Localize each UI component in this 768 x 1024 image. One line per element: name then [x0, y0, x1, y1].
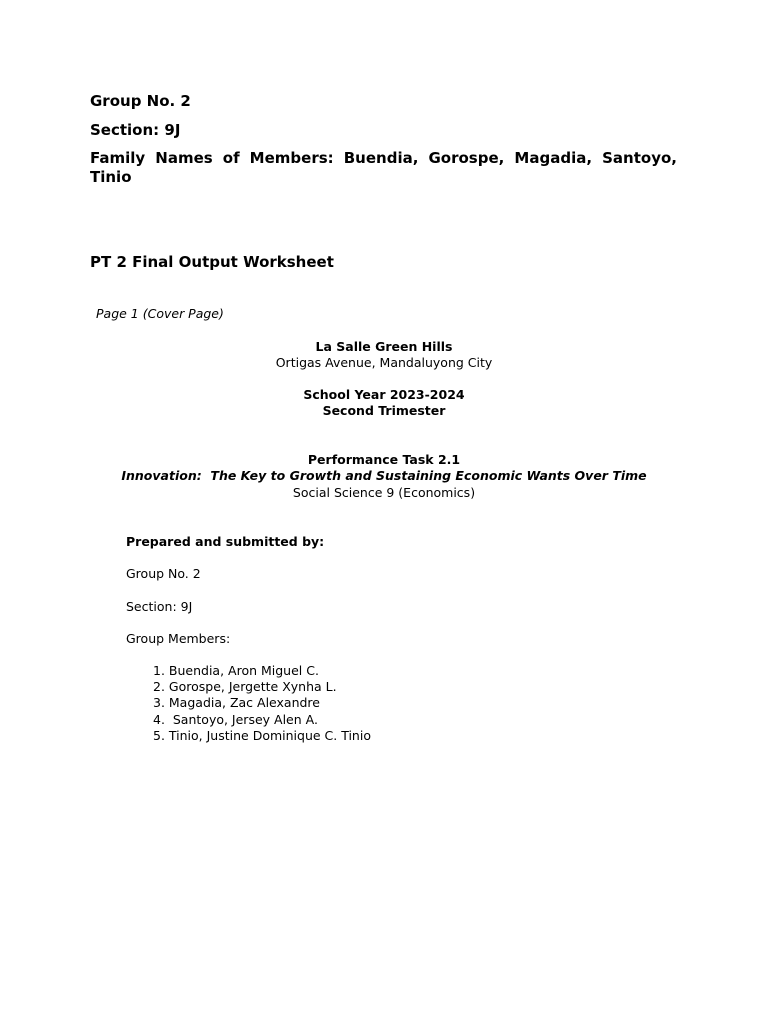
cover-section: Section: 9J — [126, 599, 193, 614]
prepared-by-label: Prepared and submitted by: — [126, 534, 325, 549]
group-members-label: Group Members: — [126, 631, 231, 646]
member-item: 2. Gorospe, Jergette Xynha L. — [153, 679, 337, 695]
member-item: 3. Magadia, Zac Alexandre — [153, 695, 320, 711]
trimester: Second Trimester — [322, 403, 446, 418]
school-year: School Year 2023-2024 — [303, 387, 465, 402]
member-item: 1. Buendia, Aron Miguel C. — [153, 663, 319, 678]
subject-name: Social Science 9 (Economics) — [292, 485, 476, 500]
member-item: 5. Tinio, Justine Dominique C. Tinio — [153, 727, 371, 743]
worksheet-title: PT 2 Final Output Worksheet — [90, 253, 334, 271]
school-name: La Salle Green Hills — [315, 339, 453, 354]
member-item: 4. Santoyo, Jersey Alen A. — [153, 711, 318, 727]
cover-group-number: Group No. 2 — [126, 566, 201, 581]
section-heading: Section: 9J — [90, 121, 181, 139]
cover-page-label: Page 1 (Cover Page) — [96, 306, 224, 321]
task-title: Performance Task 2.1 — [307, 452, 461, 467]
group-number-heading: Group No. 2 — [90, 92, 191, 110]
school-address: Ortigas Avenue, Mandaluyong City — [275, 355, 493, 370]
member-list — [153, 663, 371, 744]
task-subtitle: Innovation: The Key to Growth and Sustaining Economic Wants Over Time — [121, 468, 647, 483]
family-names-heading: Family Names of Members: Buendia, Gorospe, Magadia, Santoyo, Tinio — [90, 149, 677, 186]
